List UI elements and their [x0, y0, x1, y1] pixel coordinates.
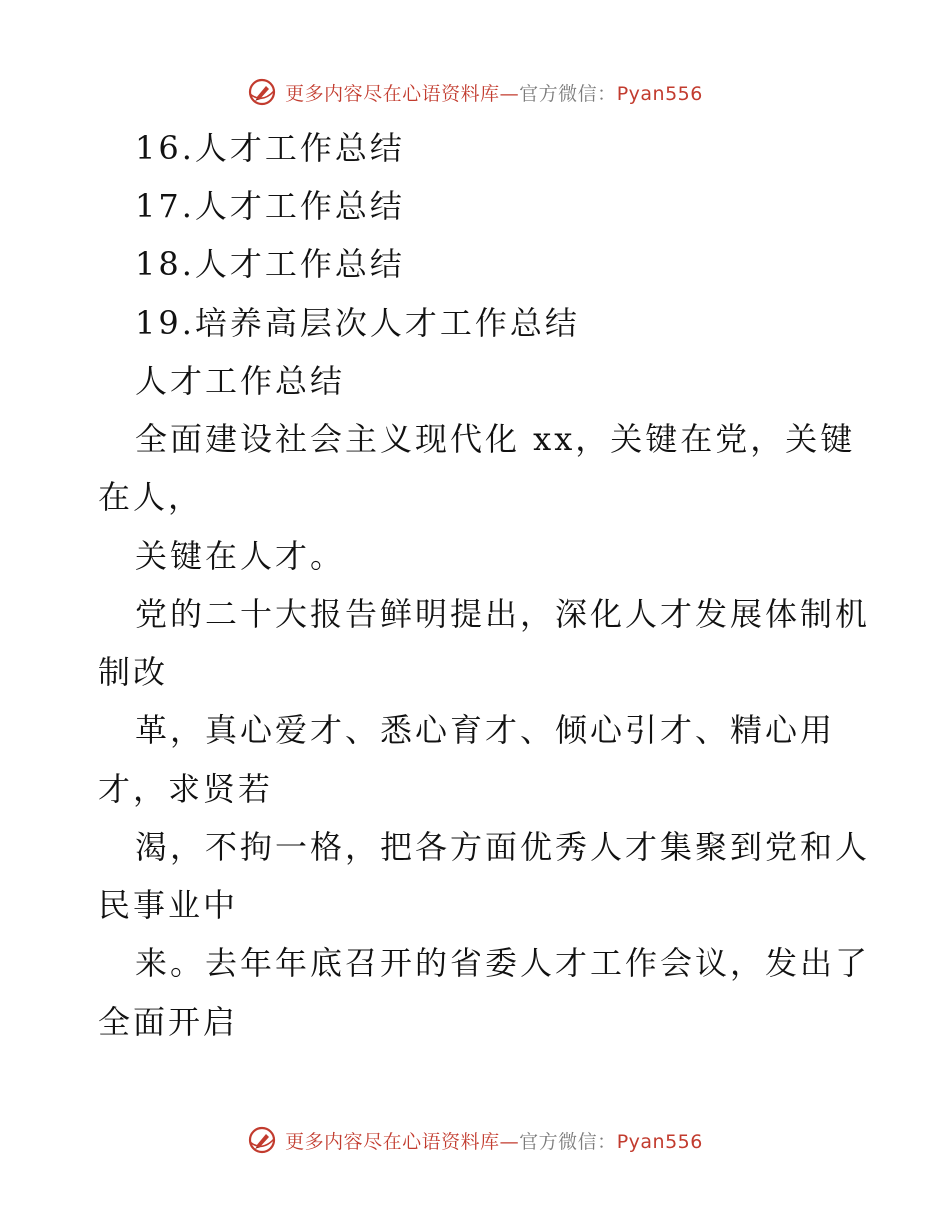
watermark-site-name: 更多内容尽在心语资料库 — [285, 1130, 500, 1153]
paragraph-line: 来。去年年底召开的省委人才工作会议，发出了 — [135, 944, 871, 982]
toc-item-16: 16.人才工作总结 — [135, 129, 405, 167]
toc-item-19: 19.培养高层次人才工作总结 — [135, 304, 580, 342]
watermark-dash: — — [499, 1130, 520, 1153]
paragraph-line: 关键在人才。 — [135, 537, 346, 575]
paragraph-line: 全面建设社会主义现代化 xx，关键在党，关键 — [135, 420, 856, 458]
watermark-wechat-id: Pyan556 — [616, 1130, 703, 1153]
watermark-site-name: 更多内容尽在心语资料库 — [285, 82, 500, 105]
paragraph-line: 党的二十大报告鲜明提出，深化人才发展体制机 — [135, 595, 871, 633]
pen-nib-logo-icon — [247, 1125, 277, 1155]
footer-watermark — [0, 1120, 950, 1160]
watermark-dash: — — [499, 82, 520, 105]
toc-item-18: 18.人才工作总结 — [135, 245, 405, 283]
watermark-text — [285, 79, 703, 106]
paragraph-line: 渴，不拘一格，把各方面优秀人才集聚到党和人 — [135, 828, 871, 866]
paragraph-line: 才，求贤若 — [98, 770, 274, 808]
section-title: 人才工作总结 — [135, 362, 346, 400]
watermark-wechat-id: Pyan556 — [616, 82, 703, 105]
paragraph-line: 全面开启 — [98, 1003, 239, 1041]
pen-nib-logo-icon — [247, 77, 277, 107]
watermark-official-label: 官方微信： — [519, 82, 617, 105]
paragraph-line: 革，真心爱才、悉心育才、倾心引才、精心用 — [135, 711, 836, 749]
watermark-text — [285, 1127, 703, 1154]
paragraph-line: 民事业中 — [98, 886, 239, 924]
toc-item-17: 17.人才工作总结 — [135, 187, 405, 225]
paragraph-line: 制改 — [98, 653, 169, 691]
paragraph-line: 在人， — [98, 478, 204, 516]
header-watermark — [0, 72, 950, 112]
watermark-official-label: 官方微信： — [519, 1130, 617, 1153]
